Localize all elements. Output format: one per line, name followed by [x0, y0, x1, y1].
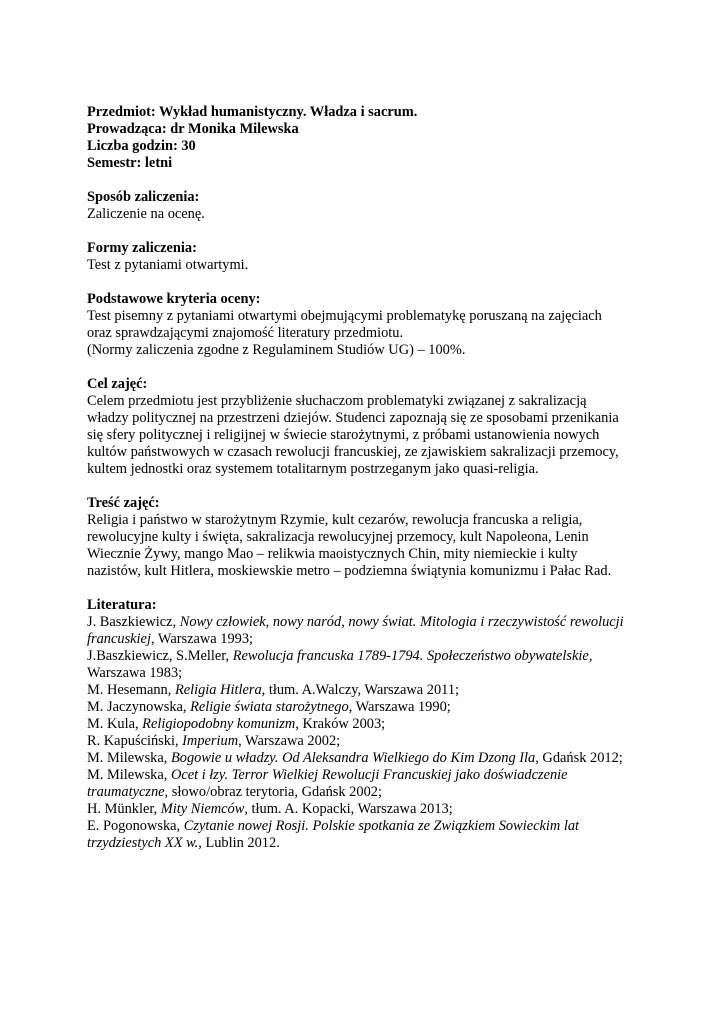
literature-text: M. Kula,: [87, 716, 143, 732]
literature-heading: Literatura:: [87, 597, 157, 613]
literature-line: [87, 648, 687, 665]
assessment-forms-heading: Formy zaliczenia:: [87, 240, 197, 256]
literature-text: ,: [588, 648, 593, 664]
spacer: [87, 274, 687, 291]
literature-text: , Kraków 2003;: [295, 716, 386, 732]
spacer: [87, 223, 687, 240]
content-heading: Treść zajęć:: [87, 495, 160, 511]
literature-text: , tłum. A. Kopacki, Warszawa 2013;: [244, 801, 453, 817]
literature-text: , Warszawa 2002;: [238, 733, 341, 749]
goal-line: kultem jednostki oraz systemem totalitarnym postrzeganym jako quasi-religia.: [87, 461, 539, 477]
literature-line: [87, 801, 687, 818]
literature-line: [87, 631, 687, 648]
subject-line: Przedmiot: Wykład humanistyczny. Władza i sacrum.: [87, 104, 418, 120]
literature-line: [87, 784, 687, 801]
assessment-forms-text: Test z pytaniami otwartymi.: [87, 257, 249, 273]
goal-line: kultów państwowych w czasach rewolucji francuskiej, ze zjawiskiem sakralizacji przemocy,: [87, 444, 619, 460]
literature-text: E. Pogonowska,: [87, 818, 184, 834]
literature-title: Czytanie nowej Rosji. Polskie spotkania ze Związkiem Sowieckim lat: [183, 818, 580, 834]
criteria-line: oraz sprawdzającymi znajomość literatury przedmiotu.: [87, 325, 404, 341]
semester-line: Semestr: letni: [87, 155, 173, 171]
literature-line: [87, 699, 687, 716]
literature-title: Ocet i łzy. Terror Wielkiej Rewolucji Francuskiej jako doświadczenie: [170, 767, 568, 783]
goal-heading: Cel zajęć:: [87, 376, 148, 392]
literature-title: Mity Niemców: [160, 801, 245, 817]
literature-line: [87, 818, 687, 835]
literature-title: Imperium: [182, 733, 239, 749]
literature-text: J.Baszkiewicz, S.Meller,: [87, 648, 233, 664]
literature-text: Warszawa 1983;: [87, 665, 183, 681]
literature-title: francuskiej: [87, 631, 151, 647]
spacer: [87, 172, 687, 189]
literature-title: Nowy człowiek, nowy naród, nowy świat. Mitologia i rzeczywistość rewolucji: [179, 614, 624, 630]
literature-list: [87, 614, 687, 852]
literature-title: trzydziestych XX w.: [87, 835, 199, 851]
content-line: Religia i państwo w starożytnym Rzymie, kult cezarów, rewolucja francuska a religia,: [87, 512, 583, 528]
literature-text: , Gdańsk 2012;: [535, 750, 623, 766]
literature-line: [87, 614, 687, 631]
syllabus-document: [87, 104, 687, 852]
literature-title: Religia Hitlera: [174, 682, 262, 698]
spacer: [87, 478, 687, 495]
literature-line: [87, 750, 687, 767]
goal-line: Celem przedmiotu jest przybliżenie słuchaczom problematyki związanej z sakralizacją: [87, 393, 587, 409]
content-line: rewolucyjne kulty i święta, sakralizacja rewolucyjnej przemocy, kult Napoleona, Lenin: [87, 529, 589, 545]
literature-text: , słowo/obraz terytoria, Gdańsk 2002;: [164, 784, 382, 800]
content-line: Wiecznie Żywy, mango Mao – relikwia maoistycznych Chin, mity niemieckie i kulty: [87, 546, 578, 562]
literature-text: M. Hesemann,: [87, 682, 175, 698]
literature-title: traumatyczne: [87, 784, 165, 800]
literature-line: [87, 716, 687, 733]
goal-line: władzy politycznej na przestrzeni dziejów. Studenci zapoznają się ze sposobami przenikania: [87, 410, 619, 426]
literature-line: [87, 767, 687, 784]
criteria-line: (Normy zaliczenia zgodne z Regulaminem Studiów UG) – 100%.: [87, 342, 466, 358]
literature-text: , tłum. A.Walczy, Warszawa 2011;: [261, 682, 460, 698]
literature-title: Rewolucja francuska 1789-1794. Społeczeństwo obywatelskie: [232, 648, 589, 664]
content-line: nazistów, kult Hitlera, moskiewskie metro – podziemna świątynia komunizmu i Pałac Rad.: [87, 563, 612, 579]
literature-line: [87, 665, 687, 682]
literature-title: Religie świata starożytnego: [190, 699, 349, 715]
literature-text: M. Jaczynowska,: [87, 699, 191, 715]
lecturer-line: Prowadząca: dr Monika Milewska: [87, 121, 299, 137]
literature-line: [87, 733, 687, 750]
literature-line: [87, 682, 687, 699]
literature-title: Bogowie u władzy. Od Aleksandra Wielkiego do Kim Dzong Ila: [170, 750, 536, 766]
criteria-line: Test pisemny z pytaniami otwartymi obejmującymi problematykę poruszaną na zajęciach: [87, 308, 602, 324]
assessment-method-text: Zaliczenie na ocenę.: [87, 206, 205, 222]
literature-text: , Warszawa 1993;: [150, 631, 254, 647]
criteria-heading: Podstawowe kryteria oceny:: [87, 291, 261, 307]
hours-line: Liczba godzin: 30: [87, 138, 196, 154]
spacer: [87, 359, 687, 376]
literature-title: Religiopodobny komunizm: [142, 716, 296, 732]
goal-line: się sfery politycznej i religijnej w świecie starożytnymi, z próbami ustanowienia nowych: [87, 427, 600, 443]
literature-line: [87, 835, 687, 852]
literature-text: M. Milewska,: [87, 750, 171, 766]
literature-text: R. Kapuściński,: [87, 733, 183, 749]
literature-text: M. Milewska,: [87, 767, 171, 783]
assessment-method-heading: Sposób zaliczenia:: [87, 189, 200, 205]
spacer: [87, 580, 687, 597]
literature-text: , Warszawa 1990;: [348, 699, 451, 715]
literature-text: J. Baszkiewicz,: [87, 614, 180, 630]
literature-text: , Lublin 2012.: [198, 835, 280, 851]
literature-text: H. Münkler,: [87, 801, 161, 817]
